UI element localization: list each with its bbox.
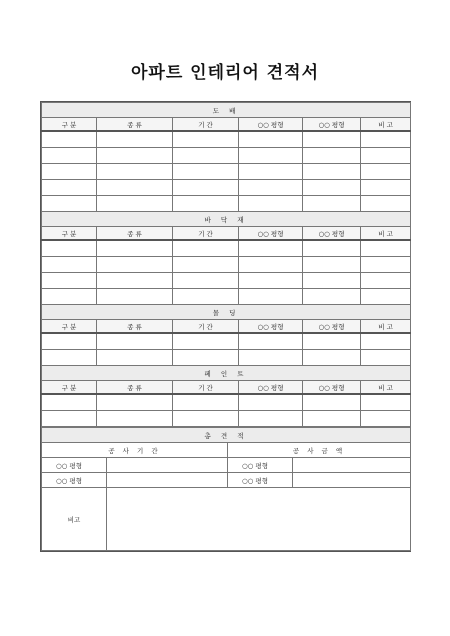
input-cell[interactable] — [173, 273, 239, 289]
period-size-label: ○○ 평형 — [42, 473, 107, 488]
input-cell[interactable] — [303, 394, 361, 411]
table-row — [42, 394, 411, 411]
remarks-label: 비고 — [42, 488, 107, 551]
input-cell[interactable] — [303, 164, 361, 180]
input-cell[interactable] — [361, 273, 411, 289]
input-cell[interactable] — [42, 350, 97, 366]
column-header: ○○ 평형 — [239, 381, 303, 395]
input-cell[interactable] — [42, 257, 97, 273]
table-row — [42, 164, 411, 180]
amount-size-label: ○○ 평형 — [228, 458, 293, 473]
input-cell[interactable] — [239, 164, 303, 180]
input-cell[interactable] — [239, 289, 303, 305]
input-cell[interactable] — [173, 180, 239, 196]
table-row — [42, 196, 411, 212]
column-header: 구 분 — [42, 227, 97, 241]
input-cell[interactable] — [97, 257, 173, 273]
column-header: ○○ 평형 — [239, 320, 303, 334]
section-header: 몰 딩 — [42, 305, 411, 320]
section-header-total: 총 견 적 — [42, 428, 411, 443]
column-header: 종 류 — [97, 320, 173, 334]
input-cell[interactable] — [173, 411, 239, 427]
input-cell[interactable] — [173, 257, 239, 273]
input-cell[interactable] — [303, 333, 361, 350]
period-value-cell[interactable] — [107, 458, 228, 473]
input-cell[interactable] — [42, 289, 97, 305]
input-cell[interactable] — [42, 411, 97, 427]
input-cell[interactable] — [42, 333, 97, 350]
input-cell[interactable] — [303, 273, 361, 289]
column-header: 기 간 — [173, 320, 239, 334]
column-header: ○○ 평형 — [303, 227, 361, 241]
section-header: 도 배 — [42, 103, 411, 118]
input-cell[interactable] — [361, 289, 411, 305]
table-row — [42, 257, 411, 273]
column-header: 기 간 — [173, 118, 239, 132]
column-header: 비 고 — [361, 381, 411, 395]
input-cell[interactable] — [303, 240, 361, 257]
input-cell[interactable] — [97, 411, 173, 427]
input-cell[interactable] — [97, 333, 173, 350]
amount-size-label: ○○ 평형 — [228, 473, 293, 488]
amount-value-cell[interactable] — [293, 458, 411, 473]
input-cell[interactable] — [97, 289, 173, 305]
summary-table — [41, 427, 411, 551]
table-row — [42, 180, 411, 196]
input-cell[interactable] — [42, 196, 97, 212]
input-cell[interactable] — [361, 148, 411, 164]
input-cell[interactable] — [97, 180, 173, 196]
input-cell[interactable] — [97, 131, 173, 148]
input-cell[interactable] — [173, 350, 239, 366]
input-cell[interactable] — [303, 289, 361, 305]
input-cell[interactable] — [361, 333, 411, 350]
section-header: 페 인 트 — [42, 366, 411, 381]
input-cell[interactable] — [361, 394, 411, 411]
table-row — [42, 131, 411, 148]
input-cell[interactable] — [42, 164, 97, 180]
input-cell[interactable] — [239, 394, 303, 411]
table-row — [42, 350, 411, 366]
table-row — [42, 333, 411, 350]
column-header: ○○ 평형 — [239, 118, 303, 132]
input-cell[interactable] — [239, 180, 303, 196]
period-value-cell[interactable] — [107, 473, 228, 488]
column-header: ○○ 평형 — [303, 320, 361, 334]
input-cell[interactable] — [303, 148, 361, 164]
input-cell[interactable] — [239, 333, 303, 350]
input-cell[interactable] — [361, 180, 411, 196]
period-size-label: ○○ 평형 — [42, 458, 107, 473]
input-cell[interactable] — [239, 273, 303, 289]
input-cell[interactable] — [303, 131, 361, 148]
input-cell[interactable] — [239, 350, 303, 366]
input-cell[interactable] — [361, 257, 411, 273]
input-cell[interactable] — [97, 148, 173, 164]
construction-amount-label: 공 사 금 액 — [228, 443, 411, 458]
items-table — [41, 102, 411, 427]
input-cell[interactable] — [173, 333, 239, 350]
column-header: 구 분 — [42, 381, 97, 395]
input-cell[interactable] — [239, 411, 303, 427]
input-cell[interactable] — [361, 240, 411, 257]
table-row — [42, 289, 411, 305]
column-header: 종 류 — [97, 381, 173, 395]
section-header: 바 닥 재 — [42, 212, 411, 227]
column-header: 구 분 — [42, 320, 97, 334]
input-cell[interactable] — [173, 148, 239, 164]
input-cell[interactable] — [42, 240, 97, 257]
input-cell[interactable] — [173, 289, 239, 305]
input-cell[interactable] — [42, 131, 97, 148]
input-cell[interactable] — [239, 148, 303, 164]
estimate-table — [40, 101, 411, 552]
construction-period-label: 공 사 기 간 — [42, 443, 228, 458]
table-row — [42, 240, 411, 257]
input-cell[interactable] — [303, 180, 361, 196]
input-cell[interactable] — [361, 411, 411, 427]
input-cell[interactable] — [303, 350, 361, 366]
input-cell[interactable] — [239, 257, 303, 273]
input-cell[interactable] — [303, 257, 361, 273]
column-header: ○○ 평형 — [239, 227, 303, 241]
input-cell[interactable] — [239, 240, 303, 257]
input-cell[interactable] — [173, 240, 239, 257]
input-cell[interactable] — [173, 131, 239, 148]
input-cell[interactable] — [239, 131, 303, 148]
table-row — [42, 148, 411, 164]
input-cell[interactable] — [303, 411, 361, 427]
column-header: ○○ 평형 — [303, 381, 361, 395]
input-cell[interactable] — [42, 148, 97, 164]
input-cell[interactable] — [97, 350, 173, 366]
input-cell[interactable] — [173, 164, 239, 180]
input-cell[interactable] — [42, 180, 97, 196]
column-header: 종 류 — [97, 227, 173, 241]
input-cell[interactable] — [173, 196, 239, 212]
input-cell[interactable] — [97, 394, 173, 411]
input-cell[interactable] — [97, 196, 173, 212]
table-row — [42, 273, 411, 289]
column-header: 기 간 — [173, 381, 239, 395]
column-header: 비 고 — [361, 118, 411, 132]
remarks-cell[interactable] — [107, 488, 411, 551]
input-cell[interactable] — [173, 394, 239, 411]
input-cell[interactable] — [97, 164, 173, 180]
column-header: 기 간 — [173, 227, 239, 241]
input-cell[interactable] — [97, 240, 173, 257]
amount-value-cell[interactable] — [293, 473, 411, 488]
column-header: 종 류 — [97, 118, 173, 132]
table-row — [42, 411, 411, 427]
input-cell[interactable] — [361, 164, 411, 180]
column-header: 비 고 — [361, 227, 411, 241]
input-cell[interactable] — [239, 196, 303, 212]
column-header: 구 분 — [42, 118, 97, 132]
input-cell[interactable] — [303, 196, 361, 212]
column-header: ○○ 평형 — [303, 118, 361, 132]
input-cell[interactable] — [42, 273, 97, 289]
column-header: 비 고 — [361, 320, 411, 334]
input-cell[interactable] — [42, 394, 97, 411]
input-cell[interactable] — [361, 350, 411, 366]
input-cell[interactable] — [361, 131, 411, 148]
input-cell[interactable] — [361, 196, 411, 212]
input-cell[interactable] — [97, 273, 173, 289]
page-title: 아파트 인테리어 견적서 — [130, 63, 320, 83]
